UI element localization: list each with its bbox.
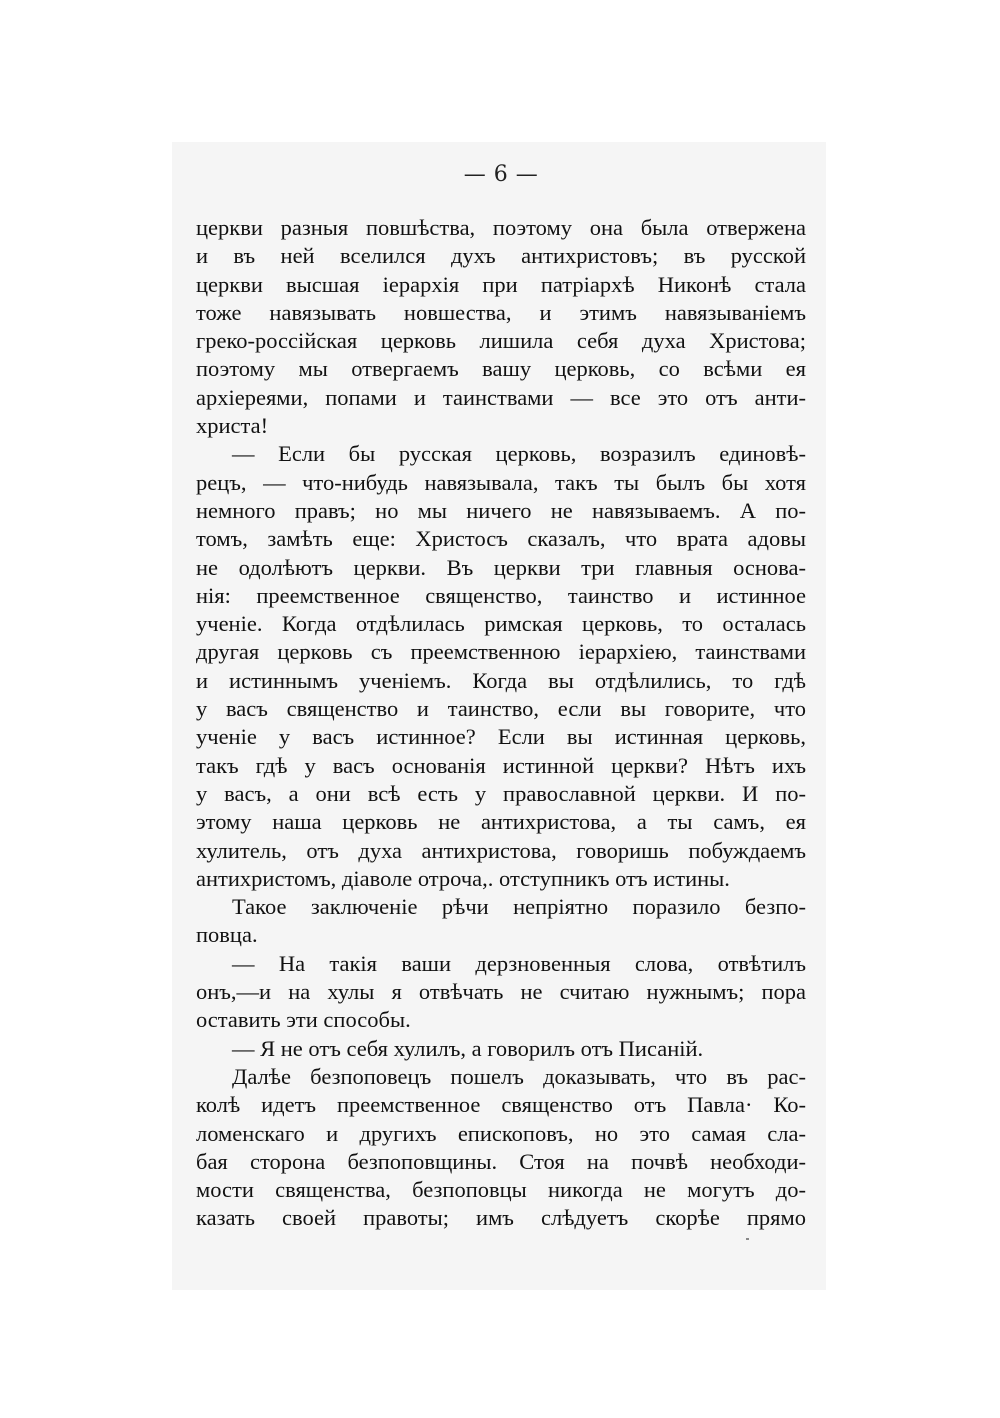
text-line: поэтому мы отвергаемъ вашу церковь, со всѣми ея: [196, 356, 806, 382]
text-line: онъ,—и на хулы я отвѣчать не считаю нужнымъ; пора: [196, 979, 806, 1005]
text-line: — На такія ваши дерзновенныя слова, отвѣтилъ: [232, 950, 806, 976]
text-line: ученіе у васъ истинное? Если вы истинная церковь,: [196, 724, 806, 750]
text-line: греко-россійская церковь лишила себя духа Христова;: [196, 328, 806, 354]
text-line: казать своей правоты; имъ слѣдуетъ скорѣе прямо: [196, 1205, 806, 1231]
text-line: такъ гдѣ у васъ основанія истинной церкви? Нѣтъ ихъ: [196, 752, 806, 778]
text-line: нія: преемственное священство, таинство и истинное: [196, 582, 806, 608]
text-line: у васъ, а они всѣ есть у православной церкви. И по-: [196, 780, 806, 806]
text-line: этому наша церковь не антихристова, а ты самъ, ея: [196, 809, 806, 835]
text-line: другая церковь съ преемственною іерархіею, таинствами: [196, 639, 806, 665]
scan-speck: [746, 1238, 749, 1240]
text-line: церкви высшая іерархія при патріархѣ Никонѣ стала: [196, 271, 806, 297]
text-line: — Я не отъ себя хулилъ, а говорилъ отъ Писаній.: [232, 1035, 704, 1061]
text-line: ученіе. Когда отдѣлилась римская церковь, то осталась: [196, 611, 806, 637]
text-line: Такое заключеніе рѣчи непріятно поразило безпо-: [232, 894, 806, 920]
text-line: хулитель, отъ духа антихристова, говоришь побуждаемъ: [196, 837, 806, 863]
text-line: и въ ней вселился духъ антихристовъ; въ русской: [196, 243, 806, 269]
text-line: мости священства, безпоповцы никогда не могутъ до-: [196, 1177, 806, 1203]
text-line: и истиннымъ ученіемъ. Когда вы отдѣлились, то гдѣ: [196, 667, 806, 693]
text-line: томъ, замѣть еще: Христосъ сказалъ, что врата адовы: [196, 526, 806, 552]
text-line: колѣ идетъ преемственное священство отъ Павла· Ко-: [196, 1092, 806, 1118]
text-line: церкви разныя повшѣства, поэтому она была отвержена: [196, 215, 806, 240]
text-line: антихристомъ, діаволе отроча,. отступникъ отъ истины.: [196, 865, 730, 891]
body-text: [196, 214, 806, 1233]
text-line: немного правъ; но мы ничего не навязываемъ. А по-: [196, 497, 806, 523]
text-line: бая сторона безпоповщины. Стоя на почвѣ необходи-: [196, 1148, 806, 1174]
text-line: — Если бы русская церковь, возразилъ единовѣ-: [232, 441, 806, 467]
text-line: архіереями, попами и таинствами — все это отъ анти-: [196, 384, 806, 410]
page-number: — 6 —: [463, 162, 539, 187]
text-line: тоже навязывать новшества, и этимъ навязываніемъ: [196, 299, 806, 325]
text-line: не одолѣютъ церкви. Въ церкви три главныя основа-: [196, 554, 806, 580]
text-line: рецъ, — что-нибудь навязывала, такъ ты былъ бы хотя: [196, 469, 806, 495]
text-line: повца.: [196, 922, 258, 948]
text-line: ломенскаго и другихъ епископовъ, но это самая сла-: [196, 1120, 806, 1146]
text-line: оставить эти способы.: [196, 1007, 411, 1033]
text-line: у васъ священство и таинство, если вы говорите, что: [196, 696, 806, 722]
text-line: Далѣе безпоповецъ пошелъ доказывать, что въ рас-: [232, 1063, 806, 1089]
text-line: христа!: [196, 413, 269, 439]
